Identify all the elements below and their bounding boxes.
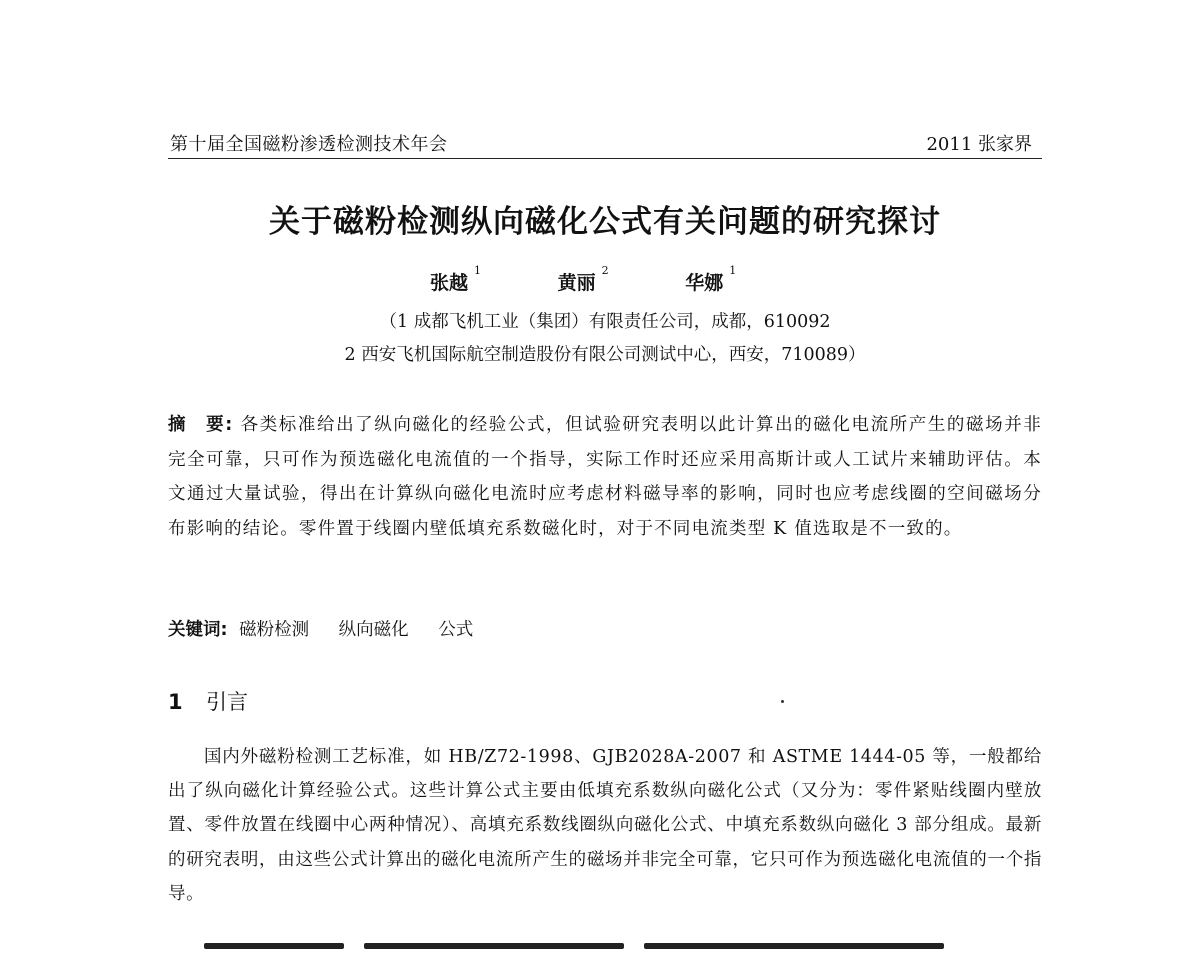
cropped-text-fragment xyxy=(204,943,344,949)
abstract-text: 各类标准给出了纵向磁化的经验公式，但试验研究表明以此计算出的磁化电流所产生的磁场并非完全可靠，只可作为预选磁化电流值的一个指导，实际工作时还应采用高斯计或人工试片来辅助评估。本文通过大量试验，得出在计算纵向磁化电流时应考虑材料磁导率的影响，同时也应考虑线圈的空间磁场分布影响的结论。零件置于线圈内壁低填充系数磁化时，对于不同电流类型 K 值选取是不一致的。 xyxy=(168,415,1042,539)
affiliation-1: （1 成都飞机工业（集团）有限责任公司，成都，610092 xyxy=(379,312,831,332)
scan-speck xyxy=(781,700,784,703)
conference-name: 第十届全国磁粉渗透检测技术年会 xyxy=(170,134,448,155)
cropped-next-line xyxy=(204,935,1064,975)
paper-title: 关于磁粉检测纵向磁化公式有关问题的研究探讨 xyxy=(269,204,941,240)
section-title: 引言 xyxy=(206,690,248,714)
author-name: 华娜 xyxy=(685,272,724,294)
keyword: 公式 xyxy=(438,620,474,640)
section-heading xyxy=(168,686,248,716)
keywords xyxy=(168,616,491,641)
running-header xyxy=(168,126,1042,159)
author-affil-mark: 2 xyxy=(601,264,609,277)
abstract xyxy=(168,408,1042,546)
affiliation-2: 2 西安飞机国际航空制造股份有限公司测试中心，西安，710089） xyxy=(344,345,866,365)
body-paragraph: 国内外磁粉检测工艺标准，如 HB/Z72-1998、GJB2028A-2007 和 ASTME 1444-05 等，一般都给出了纵向磁化计算经验公式。这些计算公式主要由低填充系数纵向磁化公式（又分为：零件紧贴线圈内壁放置、零件放置在线圈中心两种情况）、高填充系数线圈纵向磁化公式、中填充系数纵向磁化 3 部分组成。最新的研究表明，由这些公式计算出的磁化电流所产生的磁场并非完全可靠，它只可作为预选磁化电流值的一个指导。 xyxy=(168,747,1042,904)
author xyxy=(557,264,609,295)
author xyxy=(685,264,737,295)
section-number: 1 xyxy=(168,690,183,714)
author xyxy=(430,264,482,295)
cropped-text-fragment xyxy=(644,943,944,949)
keyword: 纵向磁化 xyxy=(338,620,409,640)
author-affil-mark: 1 xyxy=(729,264,737,277)
keywords-label: 关键词: xyxy=(168,620,228,640)
cropped-text-fragment xyxy=(364,943,624,949)
author-name: 张越 xyxy=(430,272,469,294)
keyword: 磁粉检测 xyxy=(239,620,310,640)
year-place: 2011 张家界 xyxy=(926,134,1032,155)
abstract-label: 摘 要: xyxy=(168,415,234,435)
author-affil-mark: 1 xyxy=(474,264,482,277)
author-list xyxy=(430,264,737,295)
author-name: 黄丽 xyxy=(557,272,596,294)
